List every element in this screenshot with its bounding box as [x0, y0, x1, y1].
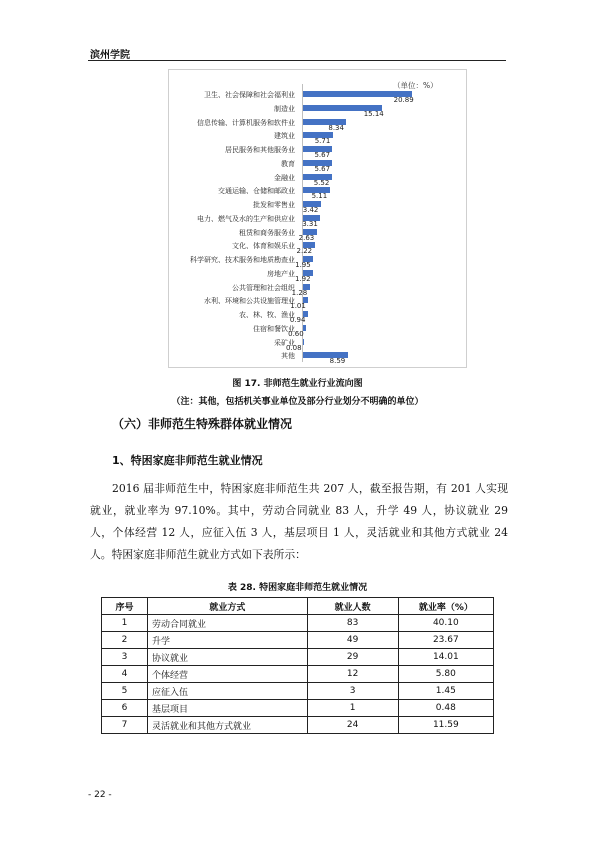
category-label: 科学研究、技术服务和地质勘查业 [190, 256, 295, 264]
category-label: 农、林、牧、渔业 [239, 311, 295, 319]
table-row [102, 717, 494, 734]
category-label: 建筑业 [274, 132, 295, 141]
cell-mode: 升学 [148, 632, 308, 649]
value-label: 2.22 [296, 247, 313, 256]
category-label: 租赁和商务服务业 [239, 228, 295, 237]
figure-note: （注：其他，包括机关事业单位及部分行业划分不明确的单位） [171, 397, 424, 407]
category-label: 卫生、社会保障和社会福利业 [204, 91, 295, 99]
cell-mode: 劳动合同就业 [148, 615, 308, 632]
body-paragraph [90, 478, 508, 566]
cell-rate: 11.59 [398, 717, 493, 734]
value-label: 5.52 [313, 178, 330, 187]
figure-caption: 图 17. 非师范生就业行业流向图 [232, 379, 363, 389]
document-header-title: 滨州学院 [90, 50, 130, 61]
cell-mode: 应征入伍 [148, 683, 308, 700]
cell-rate: 23.67 [398, 632, 493, 649]
cell-count: 12 [307, 666, 398, 683]
table-caption: 表 28. 特困家庭非师范生就业情况 [227, 583, 368, 593]
value-label: 3.31 [302, 219, 318, 228]
value-label: 1.95 [295, 261, 311, 269]
cell-mode: 灵活就业和其他方式就业 [148, 717, 308, 734]
table-row [102, 700, 494, 717]
value-label: 3.42 [302, 206, 319, 214]
employment-table [101, 597, 494, 734]
cell-index: 5 [102, 683, 148, 700]
cell-index: 3 [102, 649, 148, 666]
header-divider [88, 60, 506, 61]
cell-index: 6 [102, 700, 148, 717]
category-label: 制造业 [274, 104, 295, 113]
value-label: 1.92 [294, 274, 311, 283]
header-rate: 就业率（%） [398, 598, 493, 615]
value-label: 1.28 [291, 288, 308, 297]
bar [303, 339, 304, 345]
value-label: 0.94 [289, 316, 306, 324]
cell-count: 1 [307, 700, 398, 717]
table-row [102, 683, 494, 700]
cell-rate: 0.48 [398, 700, 493, 717]
value-label: 2.63 [298, 233, 315, 242]
category-label: 文化、体育和娱乐业 [232, 242, 295, 251]
cell-count: 83 [307, 615, 398, 632]
chart-unit-label: （单位：%） [393, 81, 438, 90]
cell-mode: 基层项目 [148, 700, 308, 717]
header-index: 序号 [102, 598, 148, 615]
cell-count: 3 [307, 683, 398, 700]
cell-rate: 5.80 [398, 666, 493, 683]
cell-rate: 40.10 [398, 615, 493, 632]
value-label: 5.67 [314, 151, 331, 159]
category-label: 住宿和餐饮业 [253, 324, 295, 333]
cell-index: 4 [102, 666, 148, 683]
cell-count: 29 [307, 649, 398, 666]
cell-index: 7 [102, 717, 148, 734]
value-label: 0.08 [286, 343, 302, 352]
cell-mode: 个体经营 [148, 666, 308, 683]
value-label: 5.67 [314, 164, 331, 173]
cell-index: 1 [102, 615, 148, 632]
category-label: 金融业 [274, 173, 295, 182]
category-label: 批发和零售业 [253, 201, 295, 209]
header-count: 就业人数 [307, 598, 398, 615]
category-label: 教育 [281, 159, 295, 168]
table-header-row [102, 598, 494, 615]
category-label: 交通运输、仓储和邮政业 [218, 187, 295, 196]
category-label: 居民服务和其他服务业 [225, 146, 295, 154]
value-label: 5.11 [311, 192, 328, 201]
category-label: 信息传输、计算机服务和软件业 [197, 118, 295, 127]
cell-index: 2 [102, 632, 148, 649]
cell-rate: 14.01 [398, 649, 493, 666]
page-number: - 22 - [88, 790, 112, 800]
value-label: 8.34 [328, 123, 344, 132]
category-label: 其他 [281, 352, 295, 361]
table-row [102, 666, 494, 683]
cell-mode: 协议就业 [148, 649, 308, 666]
header-mode: 就业方式 [148, 598, 308, 615]
cell-count: 24 [307, 717, 398, 734]
category-label: 公共管理和社会组织 [232, 283, 295, 292]
paragraph-text: 2016 届非师范生中，特困家庭非师范生共 207 人，截至报告期，有 201 人实现就业，就业率为 97.10%。其中，劳动合同就业 83 人，升学 49 人，协议就业 29 人，个体经营 12 人，应征入伍 3 人，基层项目 1 人，灵活就业和其他方式就业 24 人。特困家庭非师范生就业方式如下表所示： [90, 482, 508, 561]
value-label: 0.60 [288, 329, 304, 338]
table-row [102, 632, 494, 649]
table-row [102, 649, 494, 666]
section-heading: （六）非师范生特殊群体就业情况 [112, 417, 293, 431]
value-label: 1.01 [290, 302, 306, 311]
value-label: 8.59 [329, 357, 346, 366]
category-label: 房地产业 [267, 269, 295, 278]
cell-rate: 1.45 [398, 683, 493, 700]
cell-count: 49 [307, 632, 398, 649]
value-label: 15.14 [363, 109, 384, 118]
category-label: 电力、燃气及水的生产和供应业 [197, 214, 295, 223]
category-label: 水利、环境和公共设施管理业 [204, 297, 295, 306]
value-label: 20.89 [393, 96, 414, 104]
table-row [102, 615, 494, 632]
value-label: 5.71 [314, 137, 331, 146]
category-label: 采矿业 [274, 338, 295, 347]
subsection-heading: 1、特困家庭非师范生就业情况 [112, 454, 263, 467]
